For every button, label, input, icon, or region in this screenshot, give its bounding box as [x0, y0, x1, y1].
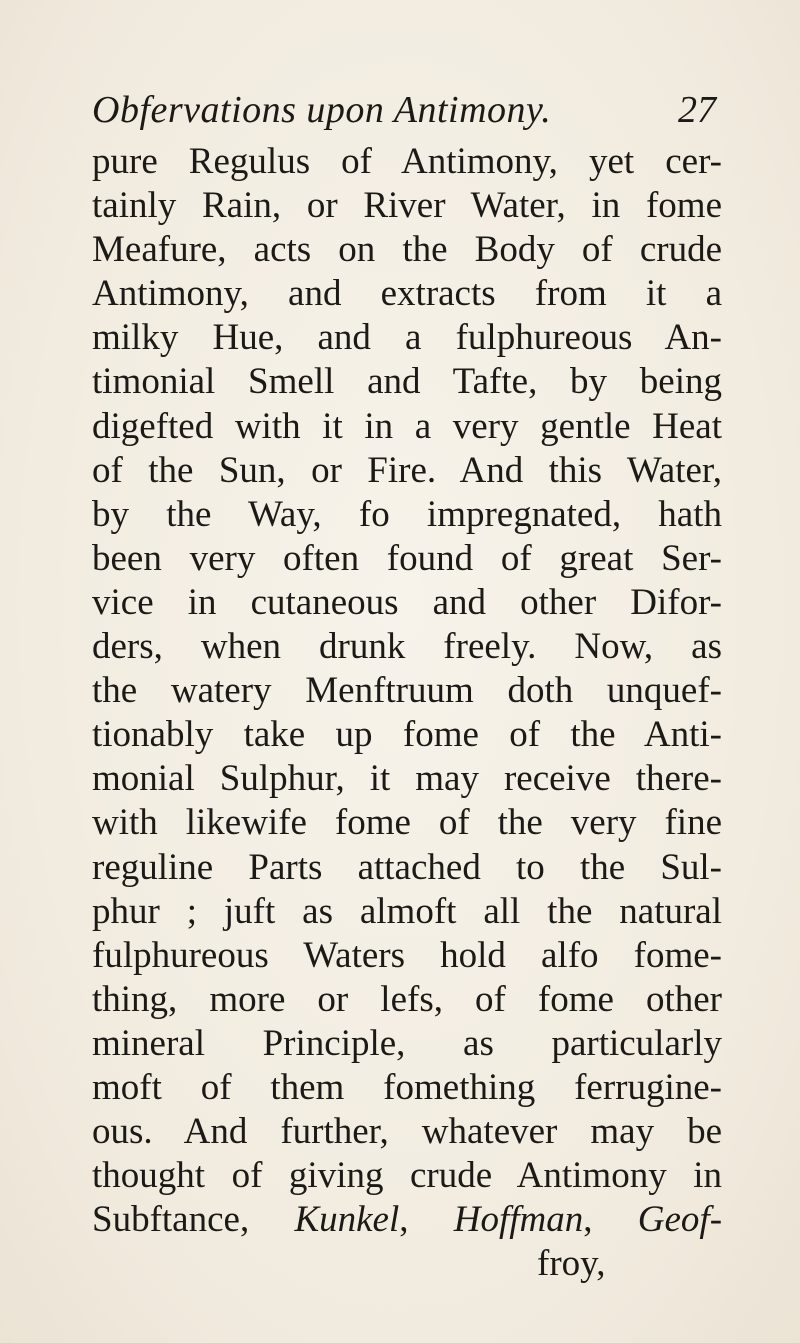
text-line: of the Sun, or Fire. And this Water,	[92, 449, 722, 491]
text-line: with likewife fome of the very fine	[92, 802, 722, 844]
text-line: been very often found of great Ser-	[92, 537, 722, 579]
text-line: thought of giving crude Antimony in	[92, 1155, 722, 1197]
catchword: froy,	[537, 1243, 606, 1285]
text-line: Antimony, and extracts from it a	[92, 273, 722, 315]
text-line: the watery Menftruum doth unquef-	[92, 670, 722, 712]
text-line: tainly Rain, or River Water, in fome	[92, 185, 722, 227]
separator: ,	[583, 1199, 638, 1241]
text-line: by the Way, fo impregnated, hath	[92, 493, 722, 535]
body-text	[92, 140, 722, 1286]
line-lead: Subftance,	[92, 1199, 250, 1241]
page-header	[92, 88, 716, 138]
text-line: thing, more or lefs, of fome other	[92, 978, 722, 1020]
text-line: moft of them fomething ferrugine-	[92, 1066, 722, 1108]
text-line: ders, when drunk freely. Now, as	[92, 626, 722, 668]
text-line: pure Regulus of Antimony, yet cer-	[92, 141, 722, 182]
page-number: 27	[678, 89, 716, 131]
text-line: phur ; juft as almoft all the natural	[92, 890, 722, 932]
separator: ,	[399, 1199, 454, 1241]
text-line-names	[92, 1198, 722, 1242]
text-line: mineral Principle, as particularly	[92, 1022, 722, 1064]
text-line: tionably take up fome of the Anti-	[92, 714, 722, 756]
running-head: Obfervations upon Antimony.	[92, 89, 552, 131]
author-name-kunkel: Kunkel	[294, 1199, 400, 1241]
text-line: monial Sulphur, it may receive there-	[92, 758, 722, 800]
text-line: fulphureous Waters hold alfo fome-	[92, 934, 722, 976]
text-line: digefted with it in a very gentle Heat	[92, 405, 722, 447]
text-line: milky Hue, and a fulphureous An-	[92, 317, 722, 359]
text-line: Meafure, acts on the Body of crude	[92, 229, 722, 271]
author-name-geoffroy: Geof-	[637, 1199, 723, 1241]
text-line: timonial Smell and Tafte, by being	[92, 361, 722, 403]
text-line: reguline Parts attached to the Sul-	[92, 846, 722, 888]
author-name-hoffman: Hoffman	[453, 1199, 584, 1241]
text-line: vice in cutaneous and other Difor-	[92, 581, 722, 623]
text-line: ous. And further, whatever may be	[92, 1111, 722, 1153]
